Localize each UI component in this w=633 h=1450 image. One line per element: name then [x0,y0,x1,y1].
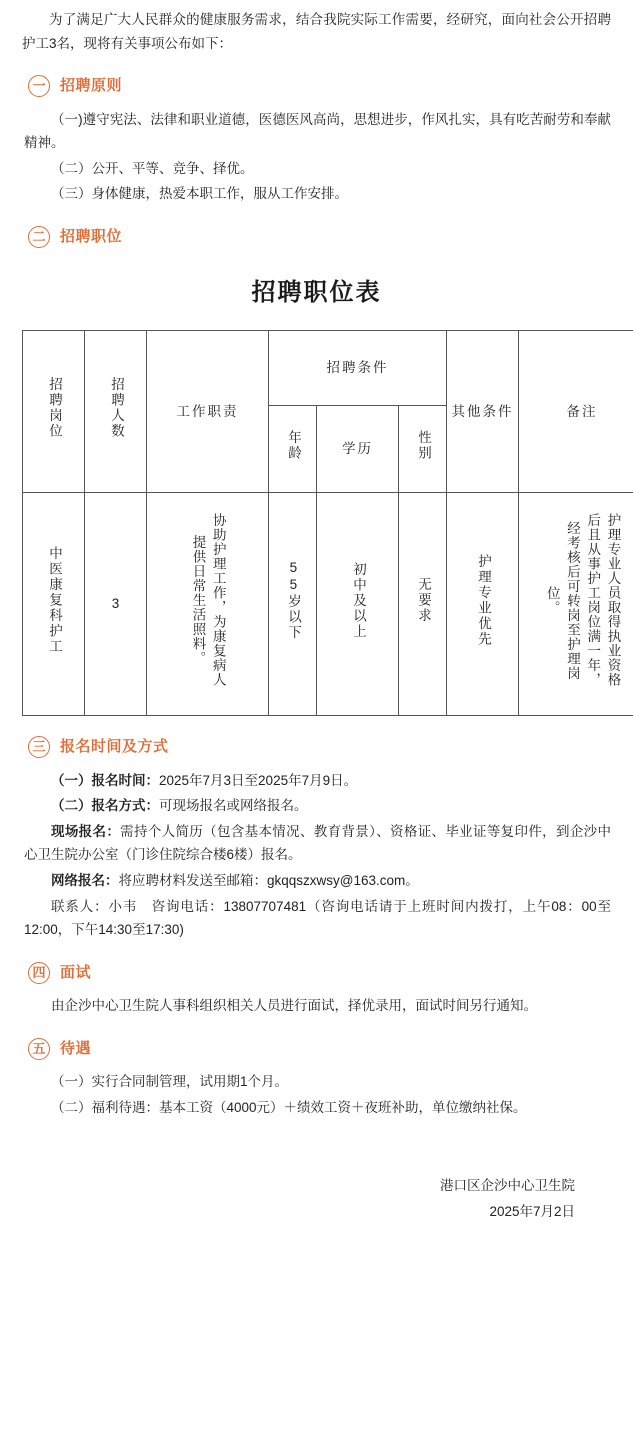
cell-count-value: 3 [111,596,120,612]
header-other [447,331,519,493]
header-education [317,406,399,493]
section-header-5 [28,1036,611,1062]
section-header-1 [28,73,611,99]
header-education-label: 学历 [342,441,373,457]
intro-paragraph: 为了满足广大人民群众的健康服务需求，结合我院实际工作需要，经研究，面向社会公开招聘护工3名，现将有关事项公布如下： [22,12,611,51]
cell-education [317,493,399,716]
section-number-1: 一 [28,75,50,97]
cell-gender-value: 无要求 [415,577,431,624]
signup-onsite-value: 需持个人简历（包含基本情况、教育背景）、资格证、毕业证等复印件，到企沙中心卫生院办公室（门诊住院综合楼6楼）报名。 [24,823,611,863]
header-duty-label: 工作职责 [176,403,239,419]
cell-gender [399,493,447,716]
signup-online-label: 网络报名： [51,873,119,888]
section-number-5: 五 [28,1038,50,1060]
cell-post-value: 中医康复科护工 [46,546,62,655]
signup-onsite-row [24,820,611,867]
section-title-1: 招聘原则 [60,77,123,95]
cell-remark [519,493,633,716]
cell-duty [147,493,269,716]
section-title-4: 面试 [60,963,92,981]
cell-duty-value: 协助护理工作，为康复病人提供日常生活照料。 [190,513,226,688]
header-post [23,331,85,493]
table-row [23,493,633,716]
header-remark-label: 备注 [566,403,598,419]
header-age-label: 年龄 [285,429,301,461]
section-title-3: 报名时间及方式 [60,738,169,756]
header-other-label: 其他条件 [451,403,514,419]
signature-block [22,1173,611,1224]
signature-org: 港口区企沙中心卫生院 [440,1178,575,1194]
signature-date: 2025年7月2日 [489,1203,575,1219]
signup-online-value: 将应聘材料发送至邮箱：gkqqszxwsy@163.com。 [118,873,419,888]
cell-age [269,493,317,716]
header-post-label: 招聘岗位 [46,376,62,439]
cell-other-value: 护理专业优先 [475,553,491,647]
signup-time-value: 2025年7月3日至2025年7月9日。 [159,772,358,788]
cell-remark-value: 护理专业人员取得执业资格后且从事护工岗位满一年，经考核后可转岗至护理岗位。 [544,513,621,688]
section-title-5: 待遇 [60,1039,92,1057]
principle-item-2: （二）公开、平等、竞争、择优。 [51,160,254,176]
header-conditions [269,331,447,406]
section-body-1 [24,108,611,207]
section-body-3 [24,769,611,942]
signup-method-value: 可现场报名或网络报名。 [159,798,308,814]
cell-education-value: 初中及以上 [350,561,366,640]
principle-item-3: （三）身体健康，热爱本职工作，服从工作安排。 [51,186,348,202]
header-gender [399,406,447,493]
header-remark [519,331,633,493]
section-header-4 [28,960,611,986]
header-conditions-label: 招聘条件 [326,360,389,376]
section-body-4 [24,994,611,1018]
header-count-label: 招聘人数 [108,376,124,439]
section-header-2 [28,224,611,250]
signup-time-row [24,769,611,793]
cell-post [23,493,85,716]
signup-onsite-label: 现场报名： [51,823,121,839]
treatment-item-1: （一）实行合同制管理，试用期1个月。 [51,1074,289,1089]
cell-count [85,493,147,716]
principle-item-1: （一)遵守宪法、法律和职业道德，医德医风高尚，思想进步，作风扎实，具有吃苦耐劳和奉献精神。 [24,111,611,151]
header-count [85,331,147,493]
recruitment-table [22,330,633,716]
treatment-item-2: （二）福利待遇：基本工资（4000元）＋绩效工资＋夜班补助，单位缴纳社保。 [51,1099,527,1115]
table-header-row-1 [23,331,633,406]
table-title: 招聘职位表 [251,279,382,307]
section-number-3: 三 [28,736,50,758]
header-duty [147,331,269,493]
header-age [269,406,317,493]
header-gender-label: 性别 [415,429,431,461]
signup-online-row [24,869,611,893]
section-body-5 [24,1070,611,1119]
cell-other [447,493,519,716]
cell-age-value: 55岁以下 [285,560,301,641]
signup-method-label: （二）报名方式： [51,798,159,814]
section-number-2: 二 [28,226,50,248]
signup-contact: 联系人：小韦 咨询电话：13807707481（咨询电话请于上班时间内拨打，上午08：00至12:00，下午14:30至17:30) [24,898,611,938]
signup-method-row [24,794,611,818]
section-header-3 [28,734,611,760]
section-title-2: 招聘职位 [60,228,123,245]
section-number-4: 四 [28,962,50,984]
interview-paragraph: 由企沙中心卫生院人事科组织相关人员进行面试，择优录用，面试时间另行通知。 [51,998,537,1014]
signup-time-label: （一）报名时间： [51,772,159,788]
